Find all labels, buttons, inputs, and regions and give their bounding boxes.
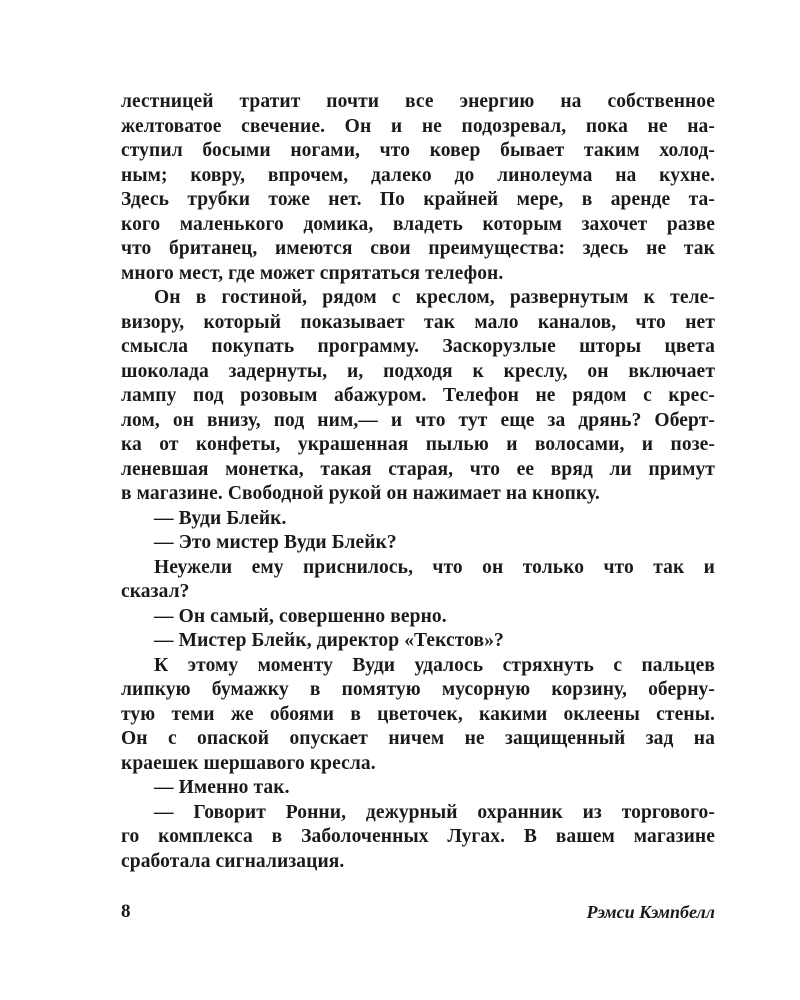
text-line: краешек шершавого кресла. (121, 752, 376, 774)
text-line: липкую бумажку в помятую мусорную корзину, оберну- (121, 679, 715, 700)
text-line: леневшая монетка, такая старая, что ее вряд ли примут (121, 458, 715, 480)
text-line: ступил босыми ногами, что ковер бывает таким холод- (121, 140, 715, 161)
text-line: кого маленького домика, владеть которым захочет разве (121, 213, 715, 235)
text-line: тую теми же обоями в цветочек, какими оклеены стены. (121, 703, 715, 725)
text-line: шоколада задернуты, и, подходя к креслу, он включает (121, 360, 715, 382)
page-body (121, 90, 715, 874)
text-line: Неужели ему приснилось, что он только что так и (154, 556, 715, 578)
dialogue-line: — Именно так. (154, 777, 290, 798)
text-line: много мест, где может спрятаться телефон. (121, 262, 504, 284)
text-line: ным; ковру, впрочем, далеко до линолеума на кухне. (121, 164, 715, 186)
text-line: Он с опаской опускает ничем не защищенный зад на (121, 728, 715, 749)
text-line: Здесь трубки тоже нет. По крайней мере, в аренде та- (121, 189, 715, 210)
text-line: в магазине. Свободной рукой он нажимает на кнопку. (121, 483, 600, 504)
page-number: 8 (121, 901, 131, 922)
dialogue-line: — Он самый, совершенно верно. (154, 605, 447, 627)
dialogue-line: — Говорит Ронни, дежурный охранник из торгового- (154, 801, 715, 823)
text-line: сказал? (121, 581, 190, 602)
text-line: визору, который показывает так мало каналов, что нет (121, 311, 715, 333)
text-line: лестницей тратит почти все энергию на собственное (121, 91, 715, 112)
text-line: лом, он внизу, под ним,— и что тут еще за дрянь? Оберт- (121, 409, 715, 431)
text-line: что британец, имеются свои преимущества: здесь не так (121, 238, 715, 259)
text-line: сработала сигнализация. (121, 850, 345, 872)
running-author: Рэмси Кэмпбелл (586, 902, 715, 922)
text-line: Он в гостиной, рядом с креслом, развернутым к теле- (154, 287, 715, 308)
page-footer (121, 900, 715, 924)
text-line: го комплекса в Заболоченных Лугах. В вашем магазине (121, 826, 715, 847)
text-line: смысла покупать программу. Заскорузлые шторы цвета (121, 336, 715, 357)
text-line: К этому моменту Вуди удалось стряхнуть с пальцев (154, 654, 715, 676)
text-line: ка от конфеты, украшенная пылью и волосами, и позе- (121, 434, 715, 455)
dialogue-line: — Вуди Блейк. (154, 507, 287, 529)
dialogue-line: — Это мистер Вуди Блейк? (154, 532, 397, 553)
dialogue-line: — Мистер Блейк, директор «Текстов»? (154, 630, 504, 651)
text-line: желтоватое свечение. Он и не подозревал, пока не на- (121, 115, 715, 137)
text-line: лампу под розовым абажуром. Телефон не рядом с крес- (121, 385, 715, 406)
